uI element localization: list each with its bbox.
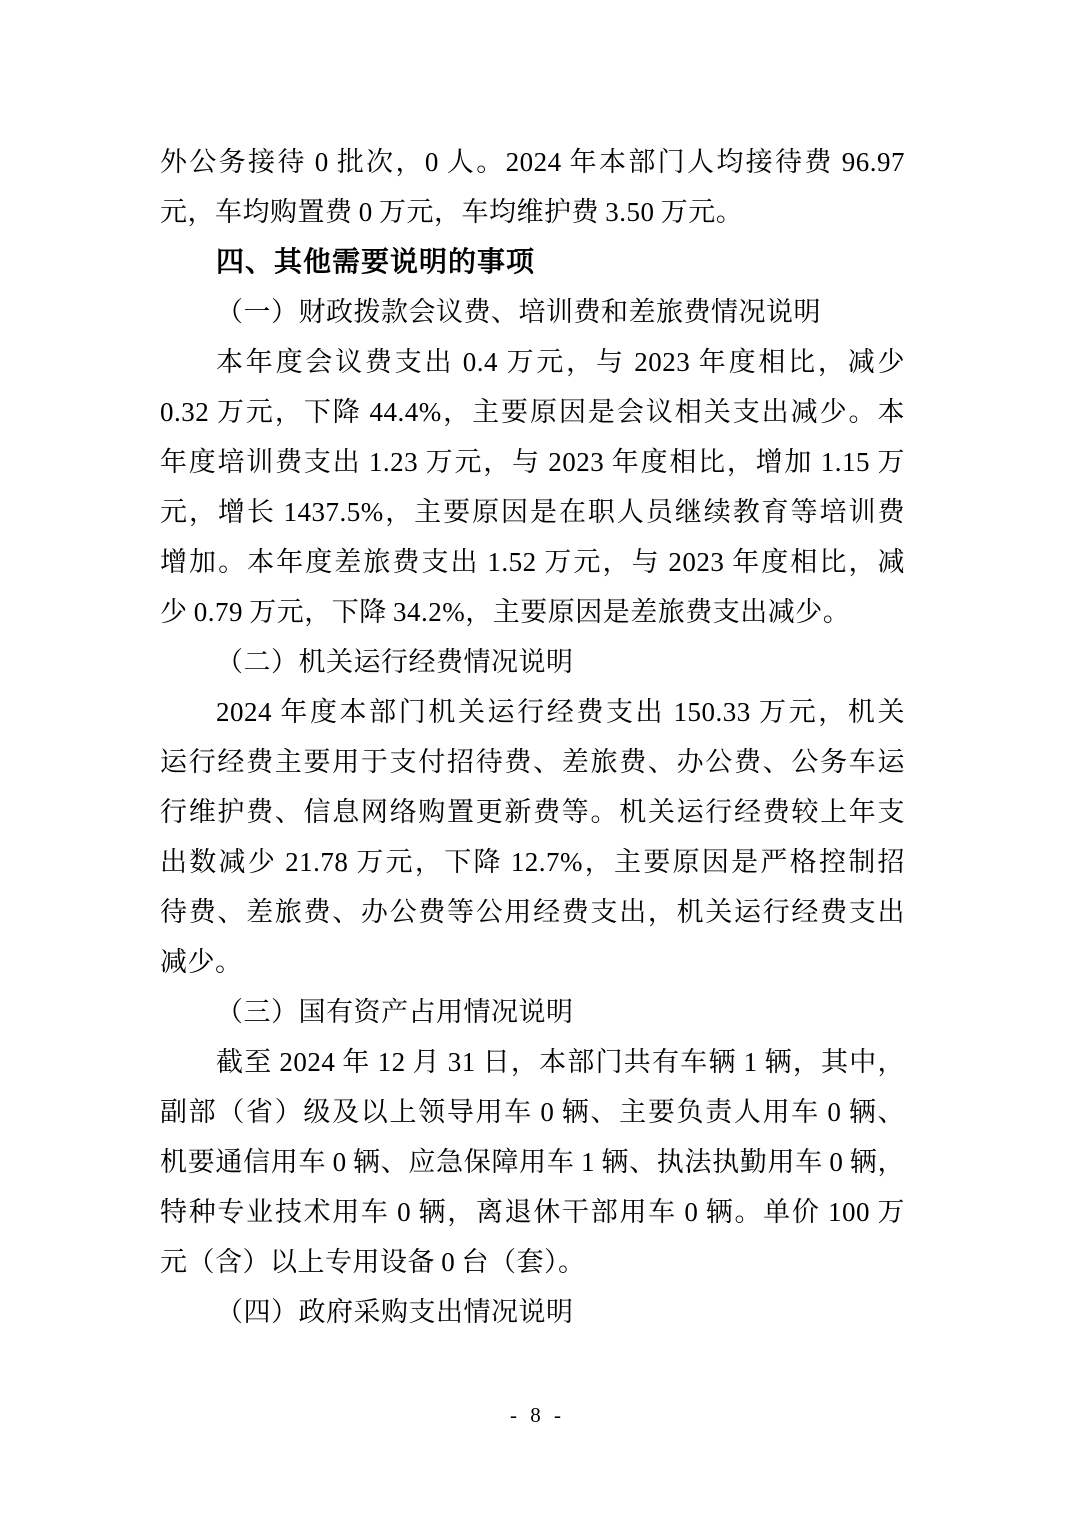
text-line: 本年度会议费支出 0.4 万元，与 2023 年度相比，减少 bbox=[216, 347, 905, 377]
text-line: 元，车均购置费 0 万元，车均维护费 3.50 万元。 bbox=[160, 197, 744, 227]
text-line: 副部（省）级及以上领导用车 0 辆、主要负责人用车 0 辆、 bbox=[160, 1097, 905, 1127]
text-line: （三）国有资产占用情况说明 bbox=[216, 997, 574, 1027]
text-line: 0.32 万元，下降 44.4%，主要原因是会议相关支出减少。本 bbox=[160, 397, 905, 427]
section-heading: 四、其他需要说明的事项 bbox=[216, 246, 536, 277]
text-line: 年度培训费支出 1.23 万元，与 2023 年度相比，增加 1.15 万 bbox=[160, 447, 905, 477]
text-line: 元（含）以上专用设备 0 台（套）。 bbox=[160, 1247, 586, 1277]
text-line: 运行经费主要用于支付招待费、差旅费、办公费、公务车运 bbox=[160, 747, 905, 777]
text-line: 少 0.79 万元，下降 34.2%，主要原因是差旅费支出减少。 bbox=[160, 597, 851, 627]
text-line: （二）机关运行经费情况说明 bbox=[216, 647, 574, 677]
text-line: 2024 年度本部门机关运行经费支出 150.33 万元，机关 bbox=[216, 697, 905, 727]
text-line: 截至 2024 年 12 月 31 日，本部门共有车辆 1 辆，其中， bbox=[216, 1047, 905, 1077]
document-body bbox=[160, 137, 905, 1337]
text-line: 机要通信用车 0 辆、应急保障用车 1 辆、执法执勤用车 0 辆， bbox=[160, 1147, 905, 1177]
text-line: 特种专业技术用车 0 辆，离退休干部用车 0 辆。单价 100 万 bbox=[160, 1197, 905, 1227]
page-number: - 8 - bbox=[510, 1403, 565, 1427]
text-line: 出数减少 21.78 万元，下降 12.7%，主要原因是严格控制招 bbox=[160, 847, 905, 877]
text-line: 行维护费、信息网络购置更新费等。机关运行经费较上年支 bbox=[160, 797, 905, 827]
text-line: （四）政府采购支出情况说明 bbox=[216, 1297, 574, 1327]
text-line: 外公务接待 0 批次，0 人。2024 年本部门人均接待费 96.97 bbox=[160, 147, 905, 177]
text-line: 增加。本年度差旅费支出 1.52 万元，与 2023 年度相比，减 bbox=[160, 547, 905, 577]
text-line: 待费、差旅费、办公费等公用经费支出，机关运行经费支出 bbox=[160, 897, 905, 927]
text-line: （一）财政拨款会议费、培训费和差旅费情况说明 bbox=[216, 297, 821, 327]
text-line: 元，增长 1437.5%，主要原因是在职人员继续教育等培训费 bbox=[160, 497, 905, 527]
text-line: 减少。 bbox=[160, 947, 243, 977]
